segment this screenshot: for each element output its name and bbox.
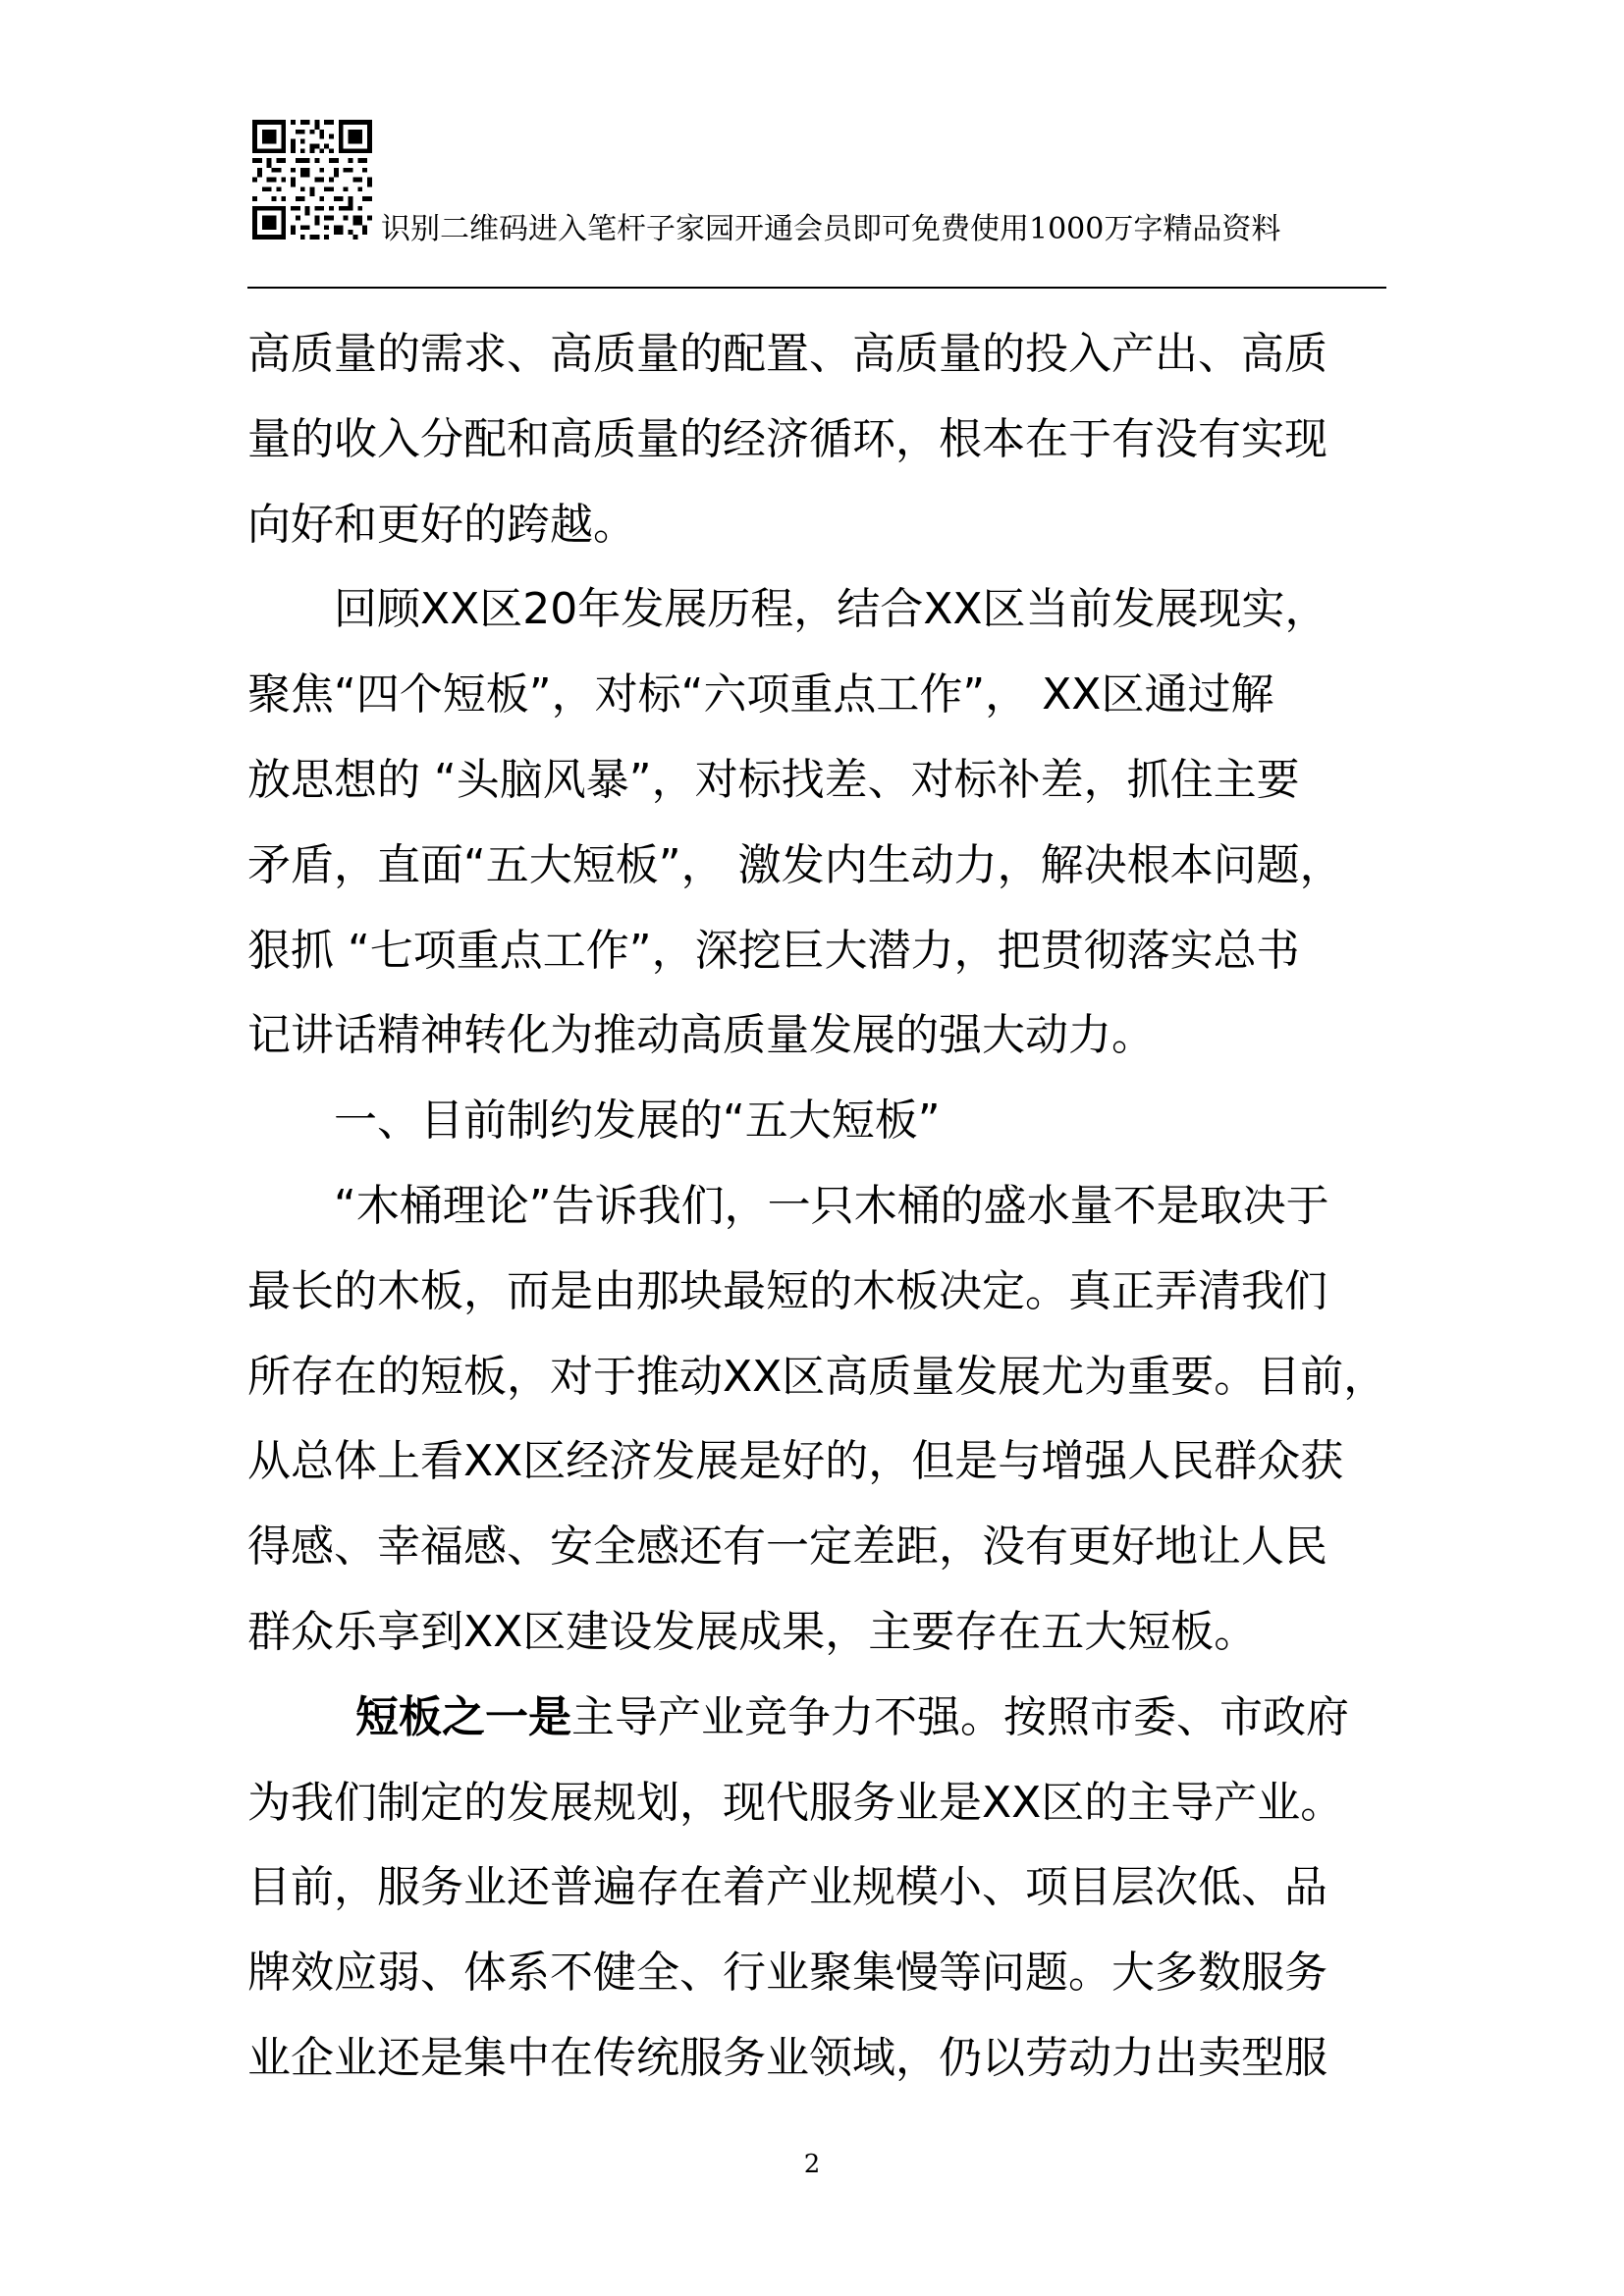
text-line: 从总体上看XX区经济发展是好的，但是与增强人民群众获 xyxy=(247,1436,1344,1487)
page-header xyxy=(247,116,1386,289)
text-line: 矛盾，直面“五大短板”， 激发内生动力，解决根本问题， xyxy=(247,839,1343,890)
document-body xyxy=(247,312,1386,2102)
text-line: 业企业还是集中在传统服务业领域，仍以劳动力出卖型服 xyxy=(247,2032,1327,2083)
text-line: 群众乐享到XX区建设发展成果，主要存在五大短板。 xyxy=(247,1606,1258,1657)
header-promo-text: 识别二维码进入笔杆子家园开通会员即可免费使用1000万字精品资料 xyxy=(381,212,1281,246)
page-number: 2 xyxy=(803,2150,821,2179)
text-line: 放思想的 “头脑风暴”，对标找差、对标补差，抓住主要 xyxy=(247,754,1300,805)
text-line: 狠抓 “七项重点工作”，深挖巨大潜力，把贯彻落实总书 xyxy=(247,925,1300,976)
qr-code-icon[interactable] xyxy=(252,120,372,240)
text-line: 记讲话精神转化为推动高质量发展的强大动力。 xyxy=(247,1010,1155,1061)
text-line: 为我们制定的发展规划，现代服务业是XX区的主导产业。 xyxy=(247,1777,1344,1828)
para-text: 主导产业竞争力不强。按照市委、市政府 xyxy=(571,1691,1349,1742)
text-line: 向好和更好的跨越。 xyxy=(247,499,636,550)
text-line: 所存在的短板，对于推动XX区高质量发展尤为重要。目前， xyxy=(247,1351,1387,1402)
header-divider xyxy=(247,287,1386,289)
text-line: 最长的木板，而是由那块最短的木板决定。真正弄清我们 xyxy=(247,1265,1327,1316)
text-line xyxy=(247,1676,1386,1761)
text-line: 目前，服务业还普遍存在着产业规模小、项目层次低、品 xyxy=(247,1862,1327,1913)
text-line: “木桶理论”告诉我们，一只木桶的盛水量不是取决于 xyxy=(334,1180,1329,1231)
bold-lead-text: 短板之一是 xyxy=(355,1691,571,1742)
text-line: 得感、幸福感、安全感还有一定差距，没有更好地让人民 xyxy=(247,1522,1327,1573)
text-line: 牌效应弱、体系不健全、行业聚集慢等问题。大多数服务 xyxy=(247,1948,1327,1999)
text-line: 高质量的需求、高质量的配置、高质量的投入产出、高质 xyxy=(247,329,1327,379)
section-heading: 一、目前制约发展的“五大短板” xyxy=(334,1095,941,1147)
text-line: 聚焦“四个短板”，对标“六项重点工作”， XX区通过解 xyxy=(247,669,1274,721)
text-line: 回顾XX区20年发展历程，结合XX区当前发展现实， xyxy=(334,584,1328,635)
text-line: 量的收入分配和高质量的经济循环，根本在于有没有实现 xyxy=(247,413,1327,464)
